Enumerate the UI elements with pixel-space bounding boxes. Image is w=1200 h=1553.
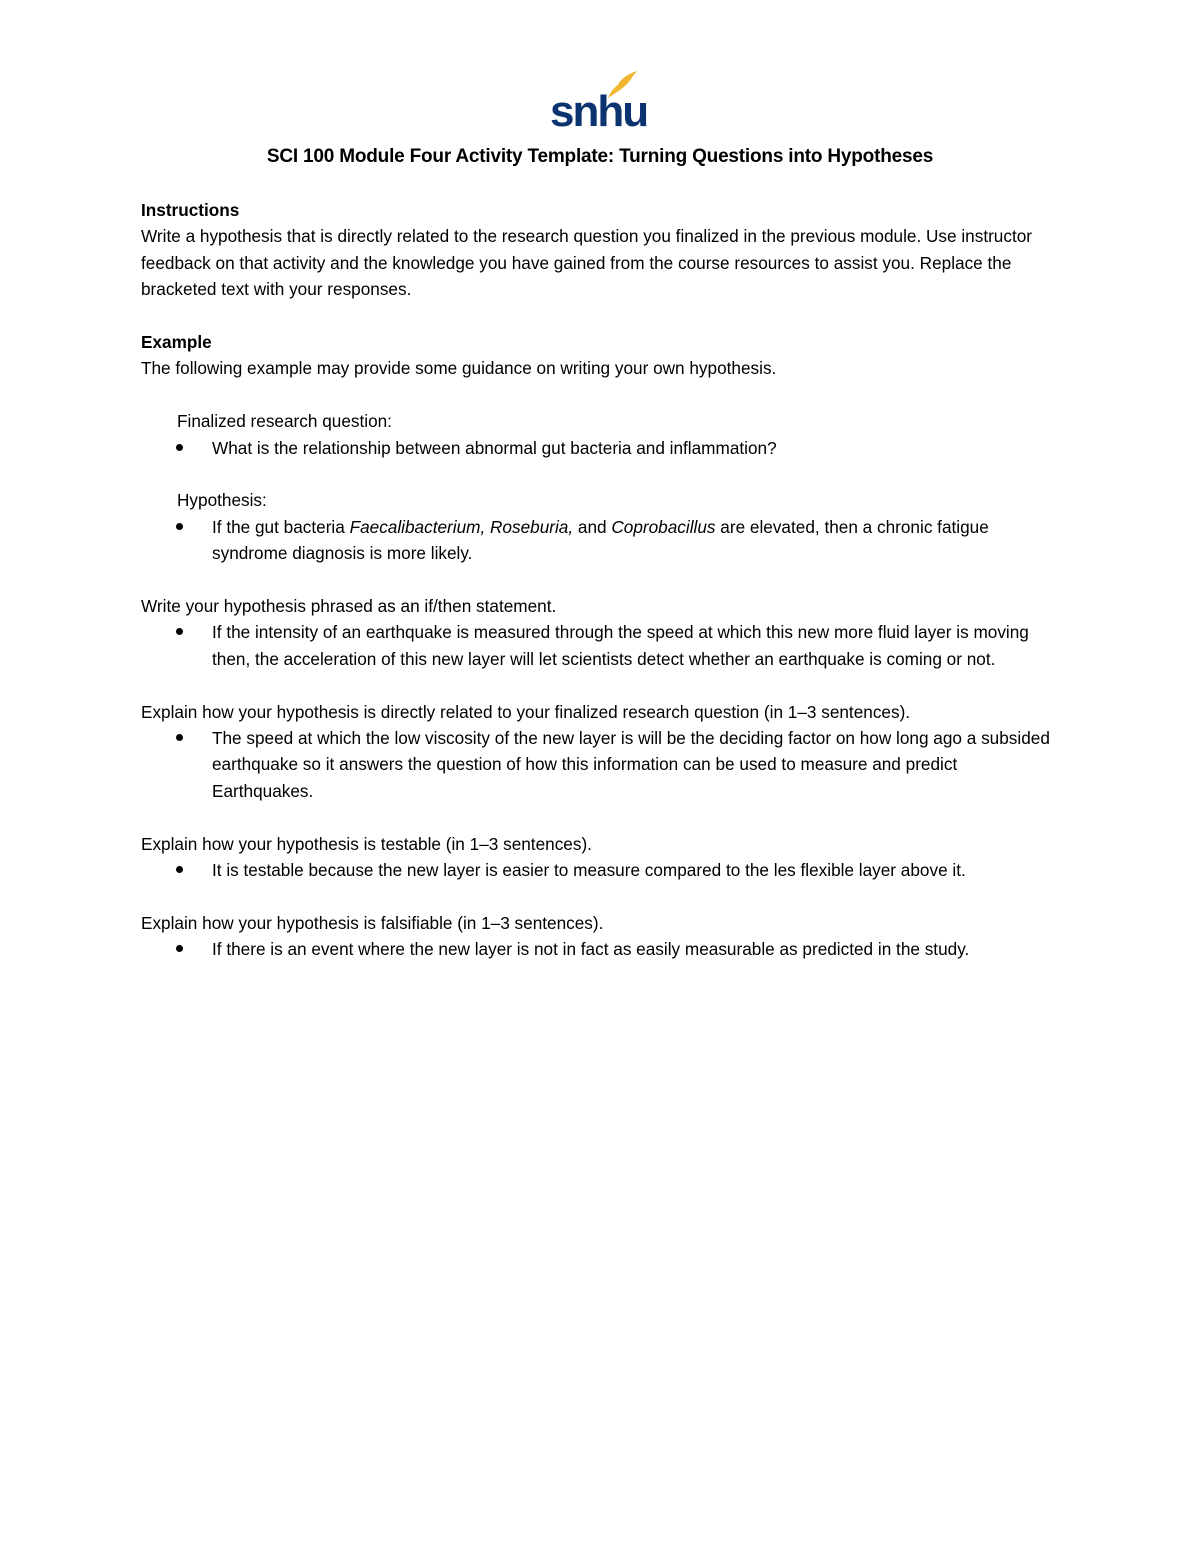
snhu-logo bbox=[550, 70, 648, 136]
bacteria-names: Faecalibacterium, Roseburia, bbox=[349, 516, 574, 537]
response-testable: It is testable because the new layer is easier to measure compared to the les flexible layer above it. bbox=[212, 860, 966, 881]
bullet-icon bbox=[176, 628, 183, 635]
bullet-icon bbox=[176, 866, 183, 873]
prompt-falsifiable: Explain how your hypothesis is falsifiable (in 1–3 sentences). bbox=[141, 912, 604, 933]
prompt-if-then: Write your hypothesis phrased as an if/then statement. bbox=[141, 596, 557, 617]
list-item bbox=[141, 936, 1061, 962]
example-heading: Example bbox=[141, 332, 212, 353]
response-if-then: If the intensity of an earthquake is measured through the speed at which this new more fluid layer is moving then, the acceleration of this new layer will let scientists detect whether an earthquake is coming or not. bbox=[212, 622, 1029, 669]
list-item bbox=[141, 435, 1061, 461]
example-question-label: Finalized research question: bbox=[177, 411, 392, 432]
instructions-heading: Instructions bbox=[141, 200, 240, 220]
document-body bbox=[141, 197, 1061, 963]
list-item bbox=[141, 725, 1061, 804]
response-list bbox=[141, 857, 1061, 883]
response-list bbox=[141, 725, 1061, 804]
example-intro: The following example may provide some guidance on writing your own hypothesis. bbox=[141, 358, 777, 379]
bullet-icon bbox=[176, 523, 183, 530]
example-hypothesis-label: Hypothesis: bbox=[177, 490, 267, 511]
response-list bbox=[141, 619, 1061, 672]
list-item bbox=[141, 857, 1061, 883]
example-question-list bbox=[141, 435, 1061, 461]
example-question-text: What is the relationship between abnormal gut bacteria and inflammation? bbox=[212, 437, 777, 458]
response-list bbox=[141, 936, 1061, 962]
bullet-icon bbox=[176, 734, 183, 741]
response-related: The speed at which the low viscosity of the new layer is will be the deciding factor on how long ago a subsided earthquake so it answers the question of how this information can be used to measure and predict Earthquakes. bbox=[212, 728, 1050, 801]
example-hypothesis-text: If the gut bacteria Faecalibacterium, Roseburia, and Coprobacillus are elevated, then a chronic fatigue syndrome diagnosis is more likely. bbox=[212, 516, 989, 564]
list-item bbox=[141, 619, 1061, 672]
list-item bbox=[141, 514, 1061, 567]
bullet-icon bbox=[176, 444, 183, 451]
logo-wordmark: snhu bbox=[550, 87, 648, 136]
instructions-text: Write a hypothesis that is directly related to the research question you finalized in the previous module. Use instructor feedback on that activity and the knowledge you have gained from the course resources to assist you. Replace the bracketed text with your responses. bbox=[141, 226, 1033, 300]
prompt-related: Explain how your hypothesis is directly related to your finalized research question (in 1–3 sentences). bbox=[141, 701, 911, 722]
example-hypothesis-list bbox=[141, 514, 1061, 567]
bullet-icon bbox=[176, 945, 183, 952]
prompt-testable: Explain how your hypothesis is testable (in 1–3 sentences). bbox=[141, 833, 592, 854]
bacteria-name: Coprobacillus bbox=[611, 516, 716, 537]
document-title: SCI 100 Module Four Activity Template: Turning Questions into Hypotheses bbox=[266, 146, 934, 167]
response-falsifiable: If there is an event where the new layer is not in fact as easily measurable as predicted in the study. bbox=[212, 939, 970, 960]
